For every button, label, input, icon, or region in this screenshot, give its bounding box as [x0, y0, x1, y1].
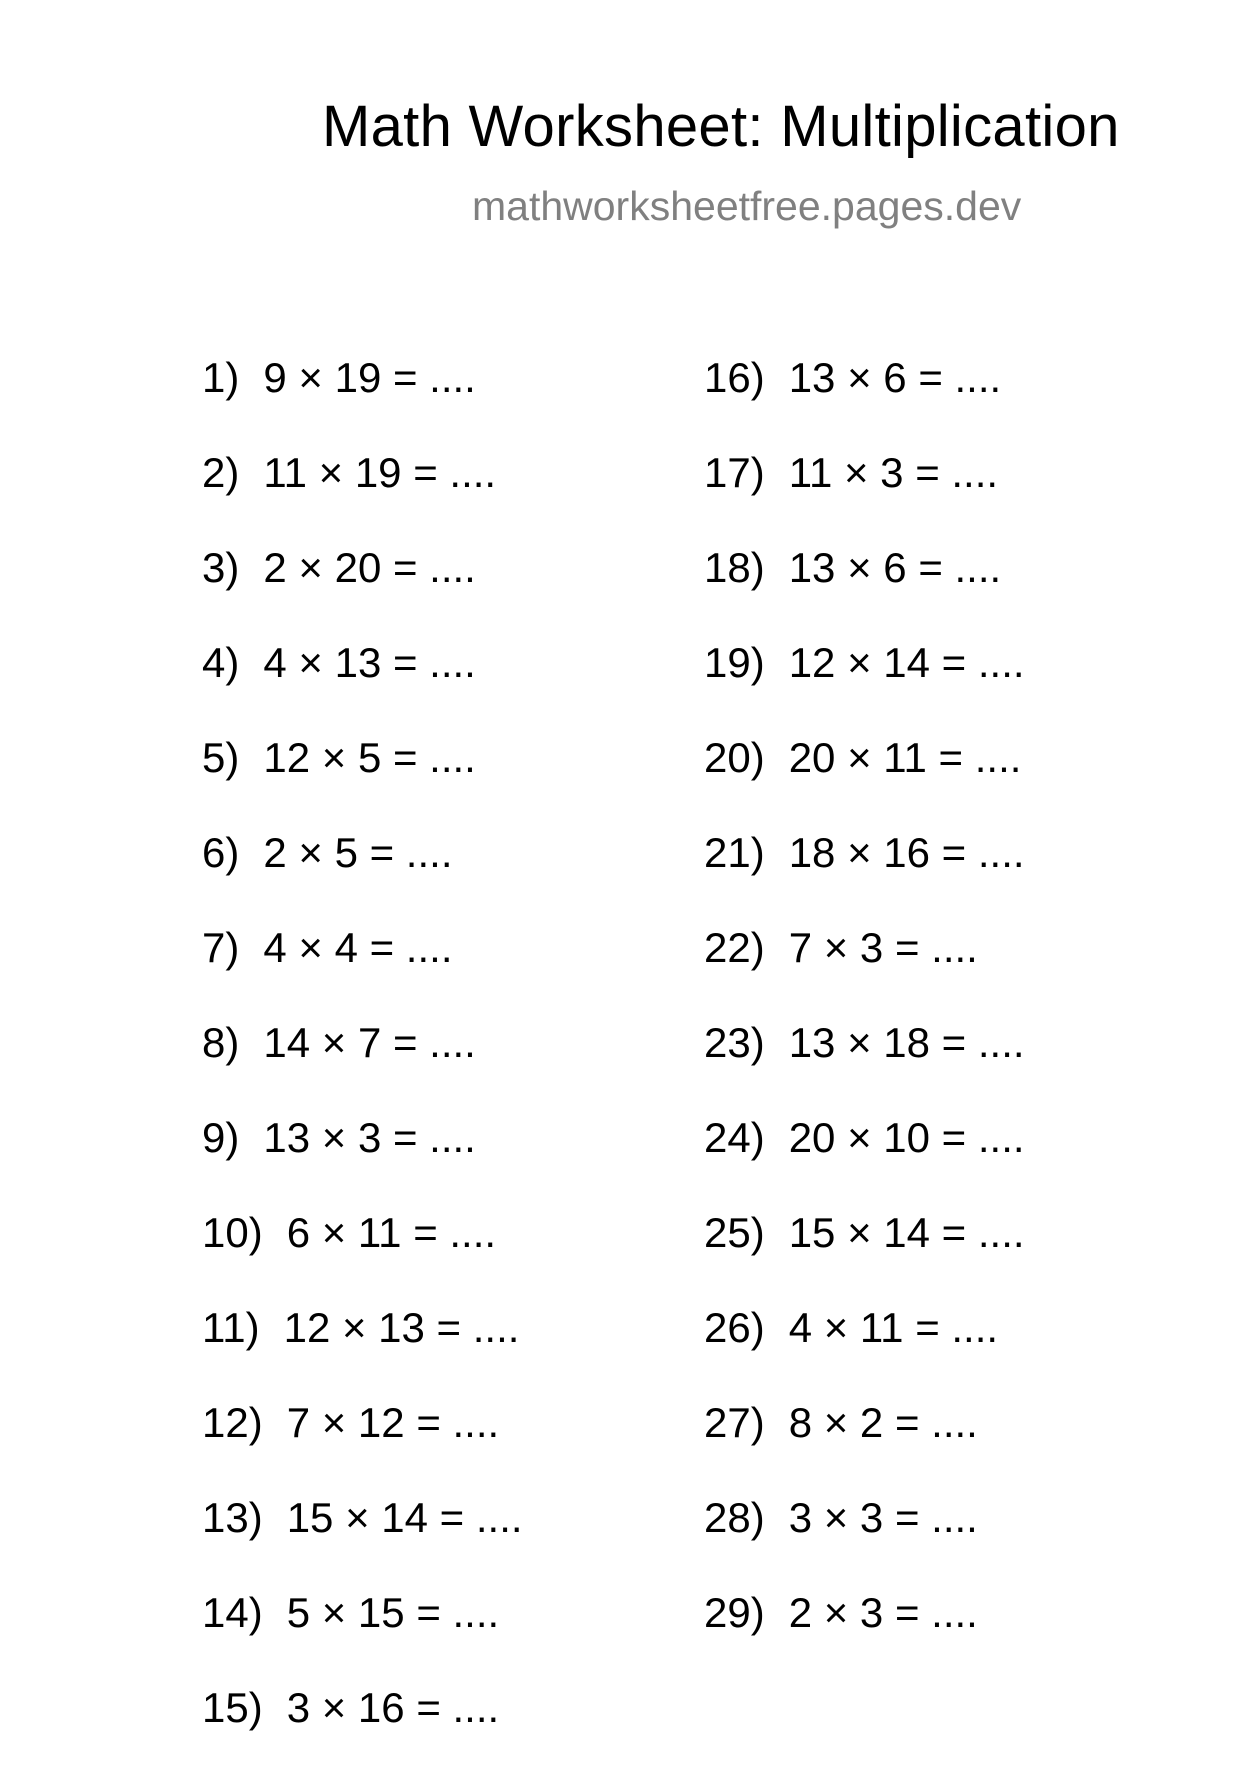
- problem-item: [202, 1114, 523, 1212]
- problem-number: 11): [202, 1304, 260, 1351]
- problem-number: 25): [704, 1209, 765, 1256]
- problem-expression: 2 × 20 = ....: [263, 544, 476, 591]
- problem-expression: 7 × 3 = ....: [788, 924, 978, 971]
- problem-expression: 14 × 7 = ....: [263, 1019, 476, 1066]
- problem-expression: 4 × 13 = ....: [263, 639, 476, 686]
- problem-number: 12): [202, 1399, 263, 1446]
- problem-expression: 4 × 11 = ....: [788, 1304, 999, 1351]
- problem-expression: 13 × 18 = ....: [788, 1019, 1025, 1066]
- problem-number: 1): [202, 354, 240, 401]
- problem-expression: 15 × 14 = ....: [788, 1209, 1025, 1256]
- problem-expression: 15 × 14 = ....: [286, 1494, 523, 1541]
- problem-number: 4): [202, 639, 240, 686]
- problem-item: [704, 829, 1025, 927]
- problem-expression: 13 × 6 = ....: [788, 544, 1002, 591]
- problem-item: [202, 1019, 523, 1117]
- problem-number: 9): [202, 1114, 240, 1161]
- problem-number: 18): [704, 544, 765, 591]
- problem-expression: 3 × 3 = ....: [788, 1494, 978, 1541]
- problem-item: [704, 1019, 1025, 1117]
- problem-column-left: [202, 354, 523, 1782]
- problem-expression: 4 × 4 = ....: [263, 924, 453, 971]
- problem-expression: 8 × 2 = ....: [788, 1399, 978, 1446]
- problem-expression: 13 × 3 = ....: [263, 1114, 476, 1161]
- problem-item: [704, 544, 1025, 642]
- problem-item: [202, 1209, 523, 1307]
- problem-expression: 3 × 16 = ....: [286, 1684, 500, 1731]
- problem-number: 3): [202, 544, 240, 591]
- problem-item: [704, 1589, 1025, 1687]
- problem-item: [704, 639, 1025, 737]
- problem-number: 17): [704, 449, 765, 496]
- worksheet-title: Math Worksheet: Multiplication: [322, 94, 1120, 159]
- problem-number: 15): [202, 1684, 263, 1731]
- problem-number: 24): [704, 1114, 765, 1161]
- problem-number: 20): [704, 734, 765, 781]
- problem-number: 29): [704, 1589, 765, 1636]
- problem-expression: 18 × 16 = ....: [788, 829, 1025, 876]
- problem-item: [202, 1589, 523, 1687]
- problem-item: [202, 354, 523, 452]
- problem-item: [202, 829, 523, 927]
- problem-item: [704, 1304, 1025, 1402]
- problem-expression: 12 × 14 = ....: [788, 639, 1025, 686]
- problem-number: 27): [704, 1399, 765, 1446]
- problem-expression: 20 × 11 = ....: [788, 734, 1022, 781]
- problem-number: 8): [202, 1019, 240, 1066]
- problem-number: 22): [704, 924, 765, 971]
- problem-item: [704, 1494, 1025, 1592]
- problem-expression: 11 × 19 = ....: [263, 449, 497, 496]
- problem-expression: 9 × 19 = ....: [263, 354, 476, 401]
- problem-expression: 5 × 15 = ....: [286, 1589, 500, 1636]
- problem-item: [202, 639, 523, 737]
- problem-item: [704, 1399, 1025, 1497]
- problem-expression: 13 × 6 = ....: [788, 354, 1002, 401]
- problem-item: [704, 354, 1025, 452]
- problem-item: [202, 449, 523, 547]
- problem-number: 26): [704, 1304, 765, 1351]
- problem-number: 21): [704, 829, 765, 876]
- problem-item: [704, 924, 1025, 1022]
- problem-number: 16): [704, 354, 765, 401]
- problem-expression: 11 × 3 = ....: [788, 449, 999, 496]
- problem-number: 19): [704, 639, 765, 686]
- problem-number: 10): [202, 1209, 263, 1256]
- problem-number: 7): [202, 924, 240, 971]
- problem-expression: 2 × 5 = ....: [263, 829, 453, 876]
- problem-item: [704, 1114, 1025, 1212]
- problem-item: [202, 1684, 523, 1782]
- problem-item: [202, 1304, 523, 1402]
- problem-item: [704, 1209, 1025, 1307]
- problem-expression: 6 × 11 = ....: [286, 1209, 497, 1256]
- problem-number: 2): [202, 449, 240, 496]
- problem-expression: 12 × 13 = ....: [283, 1304, 520, 1351]
- problem-item: [704, 734, 1025, 832]
- problem-number: 23): [704, 1019, 765, 1066]
- problem-expression: 12 × 5 = ....: [263, 734, 476, 781]
- problem-item: [202, 734, 523, 832]
- problem-expression: 7 × 12 = ....: [286, 1399, 500, 1446]
- problem-number: 5): [202, 734, 240, 781]
- problem-number: 6): [202, 829, 240, 876]
- problem-expression: 2 × 3 = ....: [788, 1589, 978, 1636]
- problem-item: [202, 1494, 523, 1592]
- problem-item: [202, 924, 523, 1022]
- problem-expression: 20 × 10 = ....: [788, 1114, 1025, 1161]
- problem-item: [202, 544, 523, 642]
- problem-item: [704, 449, 1025, 547]
- problem-column-right: [704, 354, 1025, 1687]
- worksheet-source-url: mathworksheetfree.pages.dev: [472, 183, 1022, 229]
- problem-number: 13): [202, 1494, 263, 1541]
- problem-number: 14): [202, 1589, 263, 1636]
- problem-item: [202, 1399, 523, 1497]
- problem-number: 28): [704, 1494, 765, 1541]
